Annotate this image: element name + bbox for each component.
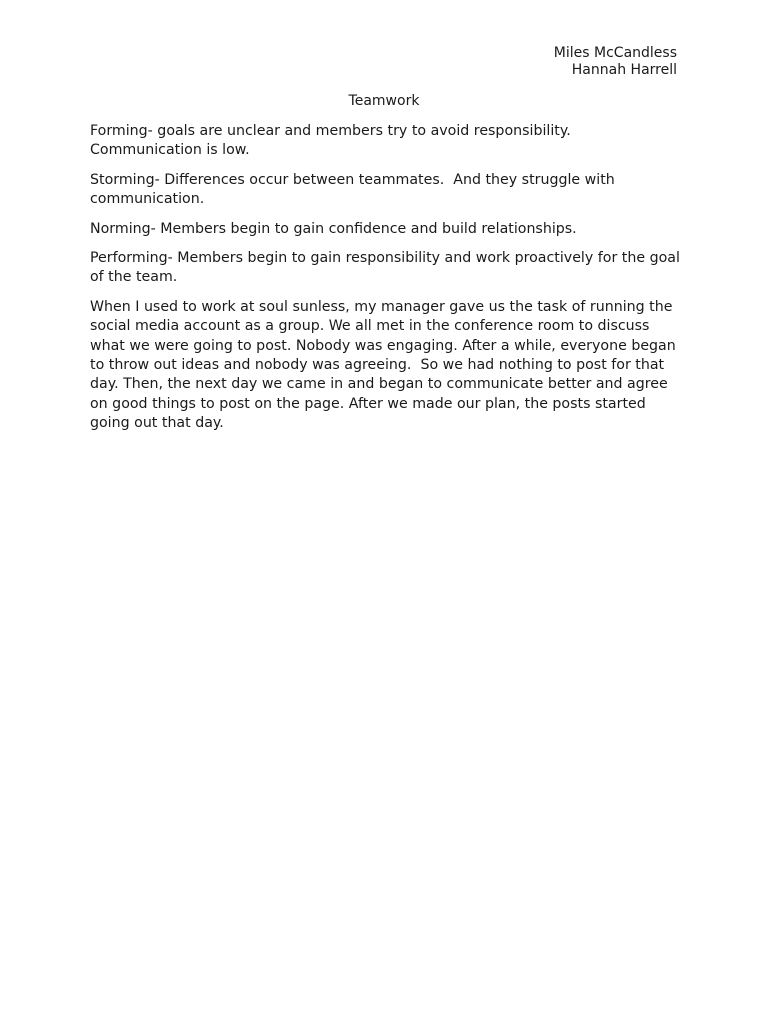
paragraph-experience: When I used to work at soul sunless, my manager gave us the task of running the social media account as a group. We all met in the conference room to discuss what we were going to post. Nobody was engaging. After a while, everyone began to throw out ideas and nobody was agreeing. So we had nothing to post for that day. Then, the next day we came in and began to communicate better and agree on good things to post on the page. After we made our plan, the posts started going out that day. (90, 298, 681, 432)
paragraph-norming: Norming- Members begin to gain confidence and build relationships. (90, 220, 577, 237)
document-title: Teamwork (348, 93, 420, 109)
paragraph-storming: Storming- Differences occur between teammates. And they struggle with communication. (90, 171, 620, 208)
author-name: Hannah Harrell (571, 62, 677, 78)
author-block (554, 45, 677, 79)
document-body (90, 122, 685, 444)
author-name: Miles McCandless (553, 45, 677, 61)
paragraph-forming: Forming- goals are unclear and members try to avoid responsibility. Communication is low. (90, 123, 576, 159)
paragraph-performing: Performing- Members begin to gain responsibility and work proactively for the goal of the team. (90, 250, 685, 286)
